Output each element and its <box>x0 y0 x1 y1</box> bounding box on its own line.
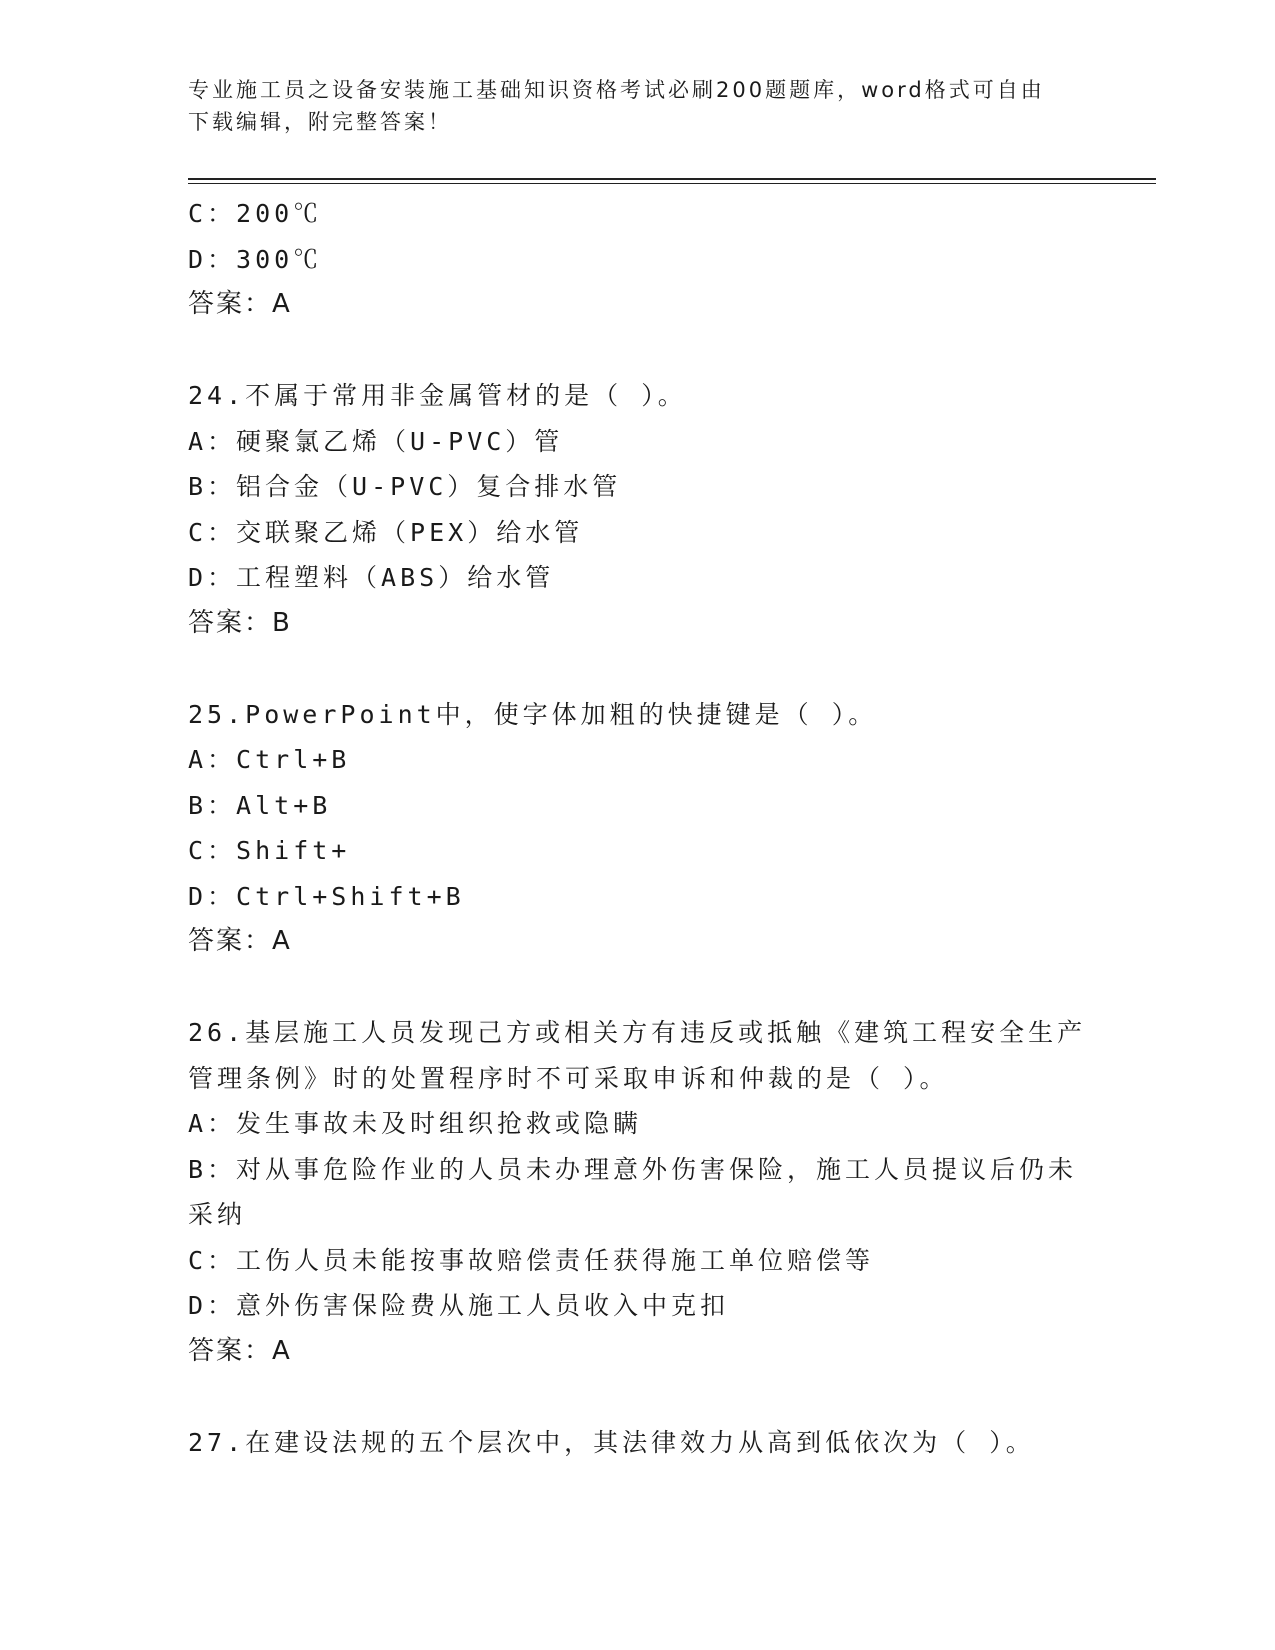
option-c: C：工伤人员未能按事故赔偿责任获得施工单位赔偿等 <box>188 1245 875 1275</box>
header-divider-thin <box>188 183 1156 184</box>
option-a: A：硬聚氯乙烯（U-PVC）管 <box>188 426 564 456</box>
document-header <box>188 74 1088 138</box>
header-line-2: 下载编辑，附完整答案！ <box>188 110 452 134</box>
spacer <box>188 965 1088 1011</box>
option-d: D：300℃ <box>188 244 323 274</box>
question-26 <box>188 1010 1088 1374</box>
header-line-1: 专业施工员之设备安装施工基础知识资格考试必刷200题题库，word格式可自由 <box>188 78 1045 102</box>
option-c: C：200℃ <box>188 199 323 228</box>
question-stem: 25.PowerPoint中，使字体加粗的快捷键是（ ）。 <box>188 699 878 729</box>
option-c: C：交联聚乙烯（PEX）给水管 <box>188 517 584 547</box>
option-b-line-2: 采纳 <box>188 1200 247 1229</box>
option-a: A：发生事故未及时组织抢救或隐瞒 <box>188 1109 643 1138</box>
spacer <box>188 1374 1088 1420</box>
option-c: C：Shift+ <box>188 836 351 865</box>
question-24 <box>188 373 1088 646</box>
option-d: D：Ctrl+Shift+B <box>188 881 465 911</box>
answer: 答案：B <box>188 607 292 638</box>
answer: 答案：A <box>188 926 292 956</box>
question-stem-line-1: 26.基层施工人员发现己方或相关方有违反或抵触《建筑工程安全生产 <box>188 1018 1087 1047</box>
question-25 <box>188 692 1088 965</box>
answer: 答案：A <box>188 1335 292 1366</box>
option-b-line-1: B：对从事危险作业的人员未办理意外伤害保险，施工人员提议后仍未 <box>188 1154 1078 1184</box>
question-stem: 27.在建设法规的五个层次中，其法律效力从高到低依次为（ ）。 <box>188 1427 1035 1457</box>
spacer <box>188 328 1088 374</box>
question-stem-line-2: 管理条例》时的处置程序时不可采取申诉和仲裁的是（ ）。 <box>188 1063 949 1093</box>
option-d: D：意外伤害保险费从施工人员收入中克扣 <box>188 1291 730 1320</box>
question-prev <box>188 191 1088 328</box>
question-stem: 24.不属于常用非金属管材的是（ ）。 <box>188 381 687 410</box>
spacer <box>188 646 1088 692</box>
option-b: B：Alt+B <box>188 790 332 820</box>
question-27 <box>188 1420 1088 1466</box>
option-a: A：Ctrl+B <box>188 745 351 774</box>
option-b: B：铝合金（U-PVC）复合排水管 <box>188 472 622 501</box>
question-list <box>188 191 1088 1465</box>
answer: 答案：A <box>188 289 292 319</box>
header-divider-thick <box>188 178 1156 180</box>
option-d: D：工程塑料（ABS）给水管 <box>188 563 555 592</box>
